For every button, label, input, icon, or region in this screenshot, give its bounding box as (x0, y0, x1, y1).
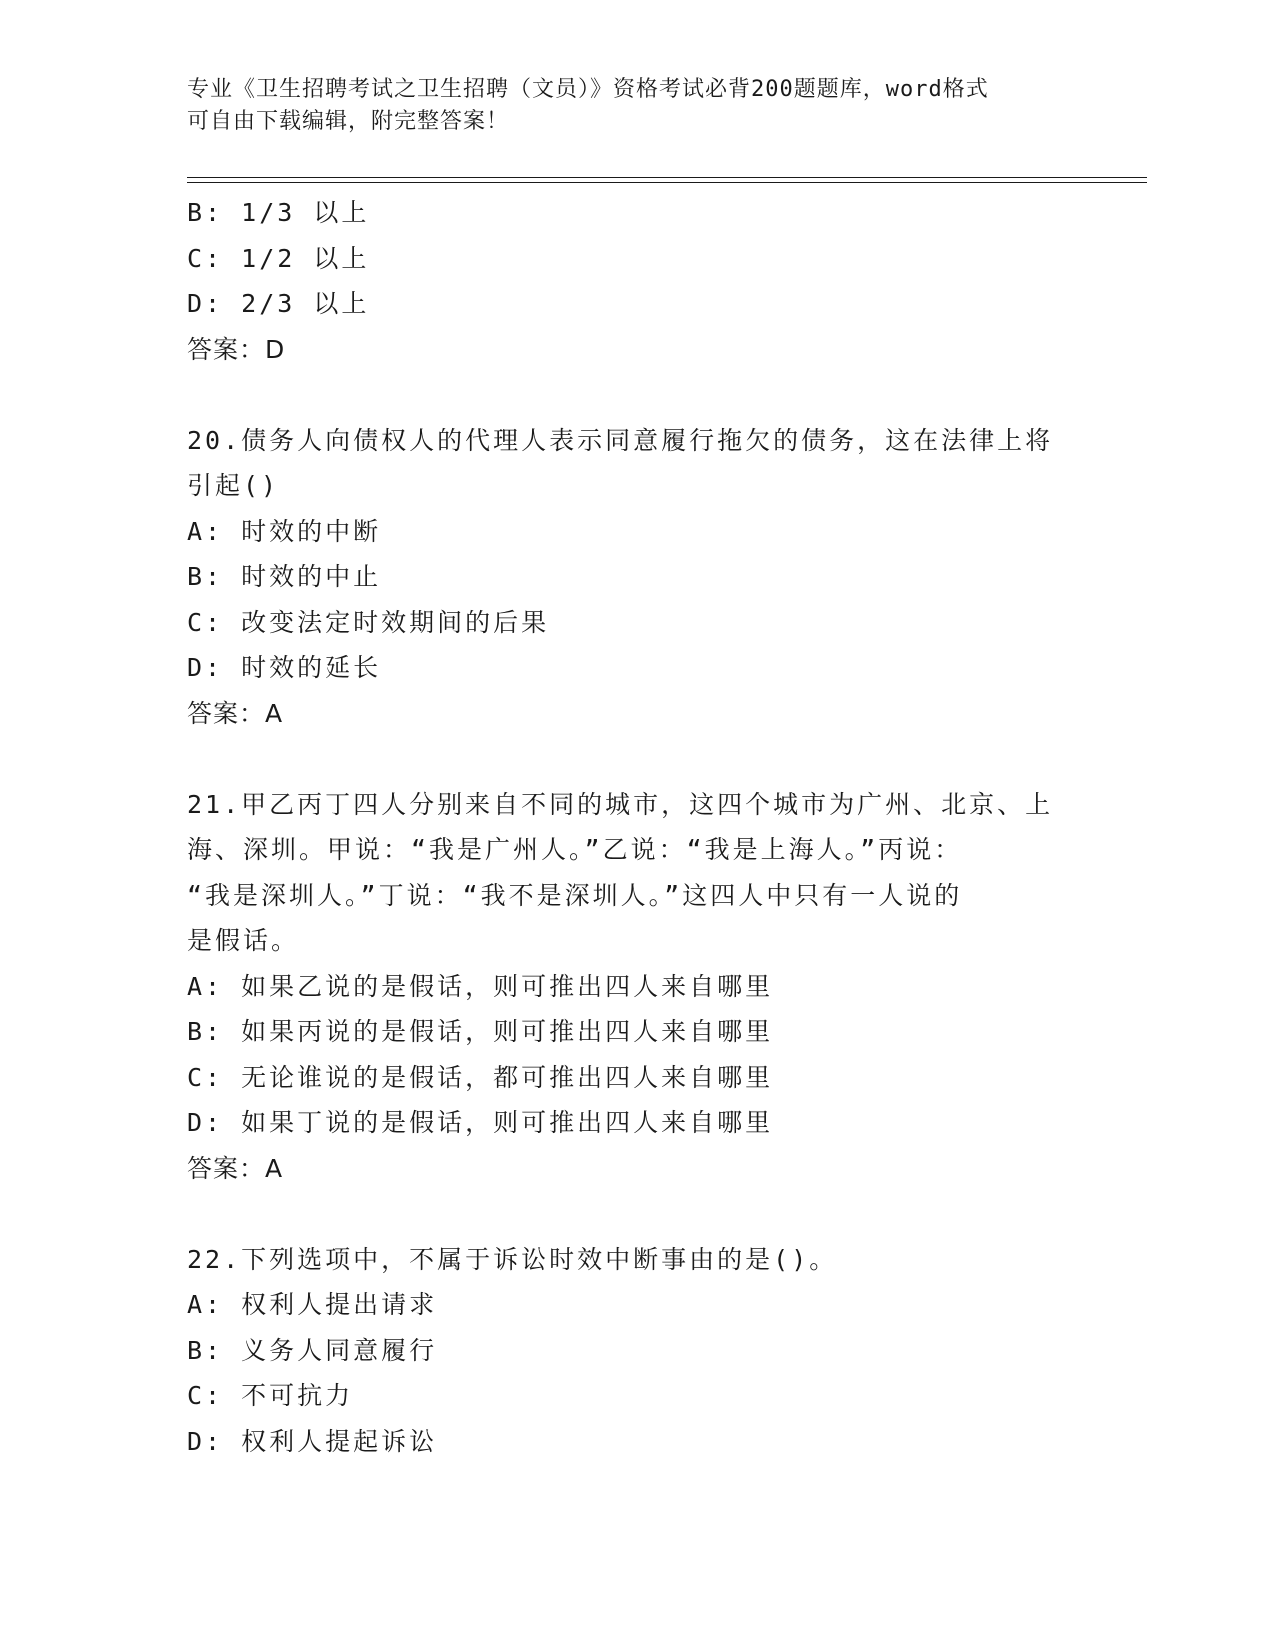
document-body (187, 190, 1087, 1464)
option-a: A: 时效的中断 (187, 516, 382, 546)
spacer (187, 736, 1087, 782)
answer: 答案：A (187, 698, 284, 728)
option-c: C: 不可抗力 (187, 1381, 354, 1410)
option-d: D: 2/3 以上 (187, 289, 370, 318)
question-text-line: 21.甲乙丙丁四人分别来自不同的城市，这四个城市为广州、北京、上 (187, 789, 1054, 819)
question-20 (187, 418, 1087, 737)
option-a: A: 权利人提出请求 (187, 1290, 438, 1319)
question-22 (187, 1237, 1087, 1465)
question-text-line: 是假话。 (187, 926, 300, 955)
header-line-1: 专业《卫生招聘考试之卫生招聘（文员）》资格考试必背200题题库，word格式 (187, 77, 989, 102)
question-text-line: “我是深圳人。”丁说：“我不是深圳人。”这四人中只有一人说的 (187, 880, 963, 910)
question-text-line: 引起() (187, 471, 280, 500)
header-rule-top (187, 177, 1147, 178)
option-b: B: 1/3 以上 (187, 198, 370, 227)
header-line-2: 可自由下载编辑，附完整答案！ (187, 109, 510, 134)
question-text-line: 海、深圳。甲说：“我是广州人。”乙说：“我是上海人。”丙说： (187, 835, 963, 864)
option-b: B: 时效的中止 (187, 562, 382, 591)
question-21 (187, 782, 1087, 1192)
document-header (187, 74, 1087, 138)
spacer (187, 372, 1087, 418)
option-c: C: 无论谁说的是假话，都可推出四人来自哪里 (187, 1062, 774, 1092)
option-c: C: 1/2 以上 (187, 243, 370, 273)
answer: 答案：A (187, 1153, 284, 1183)
option-b: B: 义务人同意履行 (187, 1335, 438, 1365)
question-text-line: 20.债务人向债权人的代理人表示同意履行拖欠的债务，这在法律上将 (187, 425, 1054, 455)
answer: 答案：D (187, 334, 286, 364)
option-a: A: 如果乙说的是假话，则可推出四人来自哪里 (187, 971, 774, 1001)
option-d: D: 权利人提起诉讼 (187, 1426, 438, 1456)
spacer (187, 1191, 1087, 1237)
header-rule-bottom (187, 182, 1147, 183)
option-d: D: 时效的延长 (187, 653, 382, 682)
question-19-tail (187, 190, 1087, 372)
option-c: C: 改变法定时效期间的后果 (187, 607, 550, 637)
question-text-line: 22.下列选项中，不属于诉讼时效中断事由的是()。 (187, 1244, 838, 1274)
option-b: B: 如果丙说的是假话，则可推出四人来自哪里 (187, 1017, 774, 1046)
option-d: D: 如果丁说的是假话，则可推出四人来自哪里 (187, 1108, 774, 1137)
